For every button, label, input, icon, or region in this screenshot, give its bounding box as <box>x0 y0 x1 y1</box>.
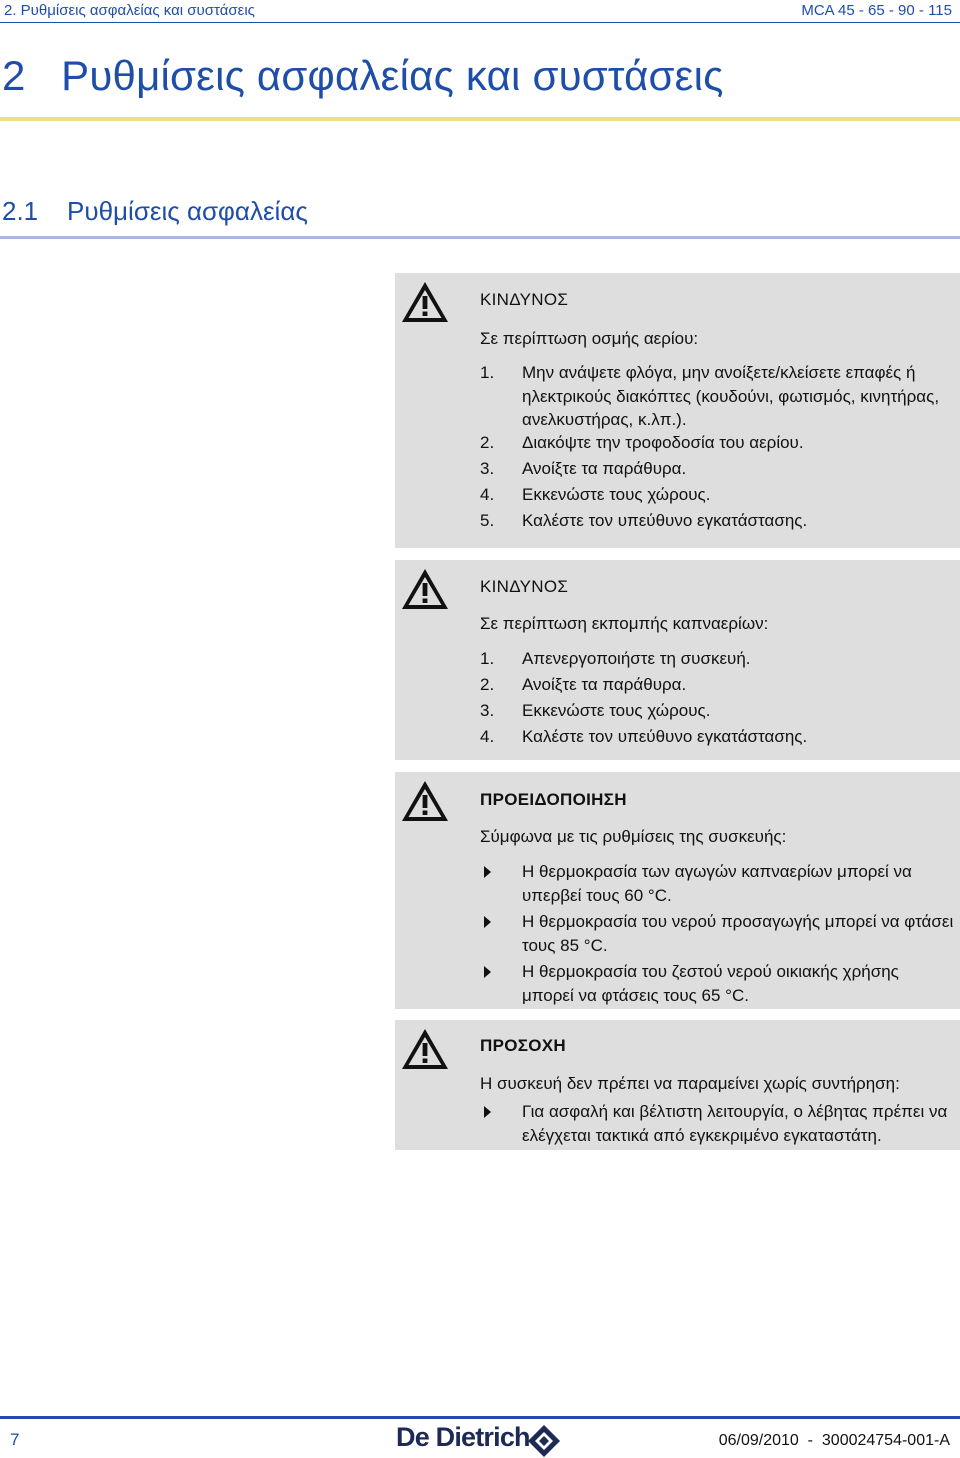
brand-name: De Dietrich <box>396 1422 530 1452</box>
box-title: ΠΡΟΣΟΧΗ <box>480 1036 566 1055</box>
warning-triangle-icon <box>399 778 451 824</box>
box-intro: Σε περίπτωση εκπομπής καπναερίων: <box>480 614 769 633</box>
warning-triangle-icon <box>399 1026 451 1072</box>
warning-triangle-icon <box>399 566 451 612</box>
box-title: ΚΙΝΔΥΝΟΣ <box>480 577 569 596</box>
triangle-bullet-icon <box>484 916 491 928</box>
running-header-model: MCA 45 - 65 - 90 - 115 <box>801 2 952 19</box>
box-intro: Σύμφωνα με τις ρυθμίσεις της συσκευής: <box>480 827 787 846</box>
document-reference: 06/09/2010 - 300024754-001-A <box>718 1432 950 1449</box>
triangle-bullet-icon <box>484 866 491 878</box>
section-title: 2.1 Ρυθμίσεις ασφαλείας <box>2 196 308 226</box>
triangle-bullet-icon <box>484 1106 491 1118</box>
caution-box-maintenance: ΠΡΟΣΟΧΗ Η συσκευή δεν πρέπει να παραμείνει χωρίς συντήρηση: Για ασφαλή και βέλτιστη λειτουργία, ο λέβητας πρέπει να ελέγχεται τακτικά από εγκεκριμένο εγκαταστάτη. <box>395 1020 960 1150</box>
footer-divider <box>0 1416 960 1419</box>
page-number: 7 <box>10 1430 20 1449</box>
box-intro: Η συσκευή δεν πρέπει να παραμείνει χωρίς συντήρηση: <box>480 1074 900 1093</box>
box-intro: Σε περίπτωση οσμής αερίου: <box>480 329 699 348</box>
box-title: ΚΙΝΔΥΝΟΣ <box>480 290 569 309</box>
de-dietrich-logo-mark <box>527 1424 561 1458</box>
warning-box-temperatures: ΠΡΟΕΙΔΟΠΟΙΗΣΗ Σύμφωνα με τις ρυθμίσεις της συσκευής: Η θερμοκρασία των αγωγών καπναερίων μπορεί να υπερβεί τους 60 °C. Η θερμοκρασία του νερού προσαγωγής μπορεί να φτάσει τους 85 °C. Η θερμοκρασία του ζεστού νερού οικιακής χρήσης μπορεί να φτάσεις τους 65 °C. <box>395 772 960 1009</box>
danger-box-gas: ΚΙΝΔΥΝΟΣ Σε περίπτωση οσμής αερίου: 1. Μην ανάψετε φλόγα, μην ανοίξετε/κλείσετε επαφές ή ηλεκτρικούς διακόπτες (κουδούνι, φωτισμός, κινητήρας, ανελκυστήρας, κ.λπ.). 2. Διακόψτε την τροφοδοσία του αερίου. 3. Ανοίξτε τα παράθυρα. 4. Εκκενώστε τους χώρους. 5. Καλέστε τον υπεύθυνο εγκατάστασης. <box>395 273 960 548</box>
chapter-divider <box>0 117 960 121</box>
chapter-title: 2 Ρυθμίσεις ασφαλείας και συστάσεις <box>2 52 724 99</box>
warning-triangle-icon <box>399 279 451 325</box>
header-divider <box>0 22 960 23</box>
section-divider <box>0 236 960 239</box>
danger-box-flue-gas: ΚΙΝΔΥΝΟΣ Σε περίπτωση εκπομπής καπναερίων: 1. Απενεργοποιήστε τη συσκευή. 2. Ανοίξτε τα παράθυρα. 3. Εκκενώστε τους χώρους. 4. Καλέστε τον υπεύθυνο εγκατάστασης. <box>395 560 960 760</box>
box-title: ΠΡΟΕΙΔΟΠΟΙΗΣΗ <box>480 790 627 809</box>
running-header-title: 2. Ρυθμίσεις ασφαλείας και συστάσεις <box>4 2 255 19</box>
triangle-bullet-icon <box>484 966 491 978</box>
